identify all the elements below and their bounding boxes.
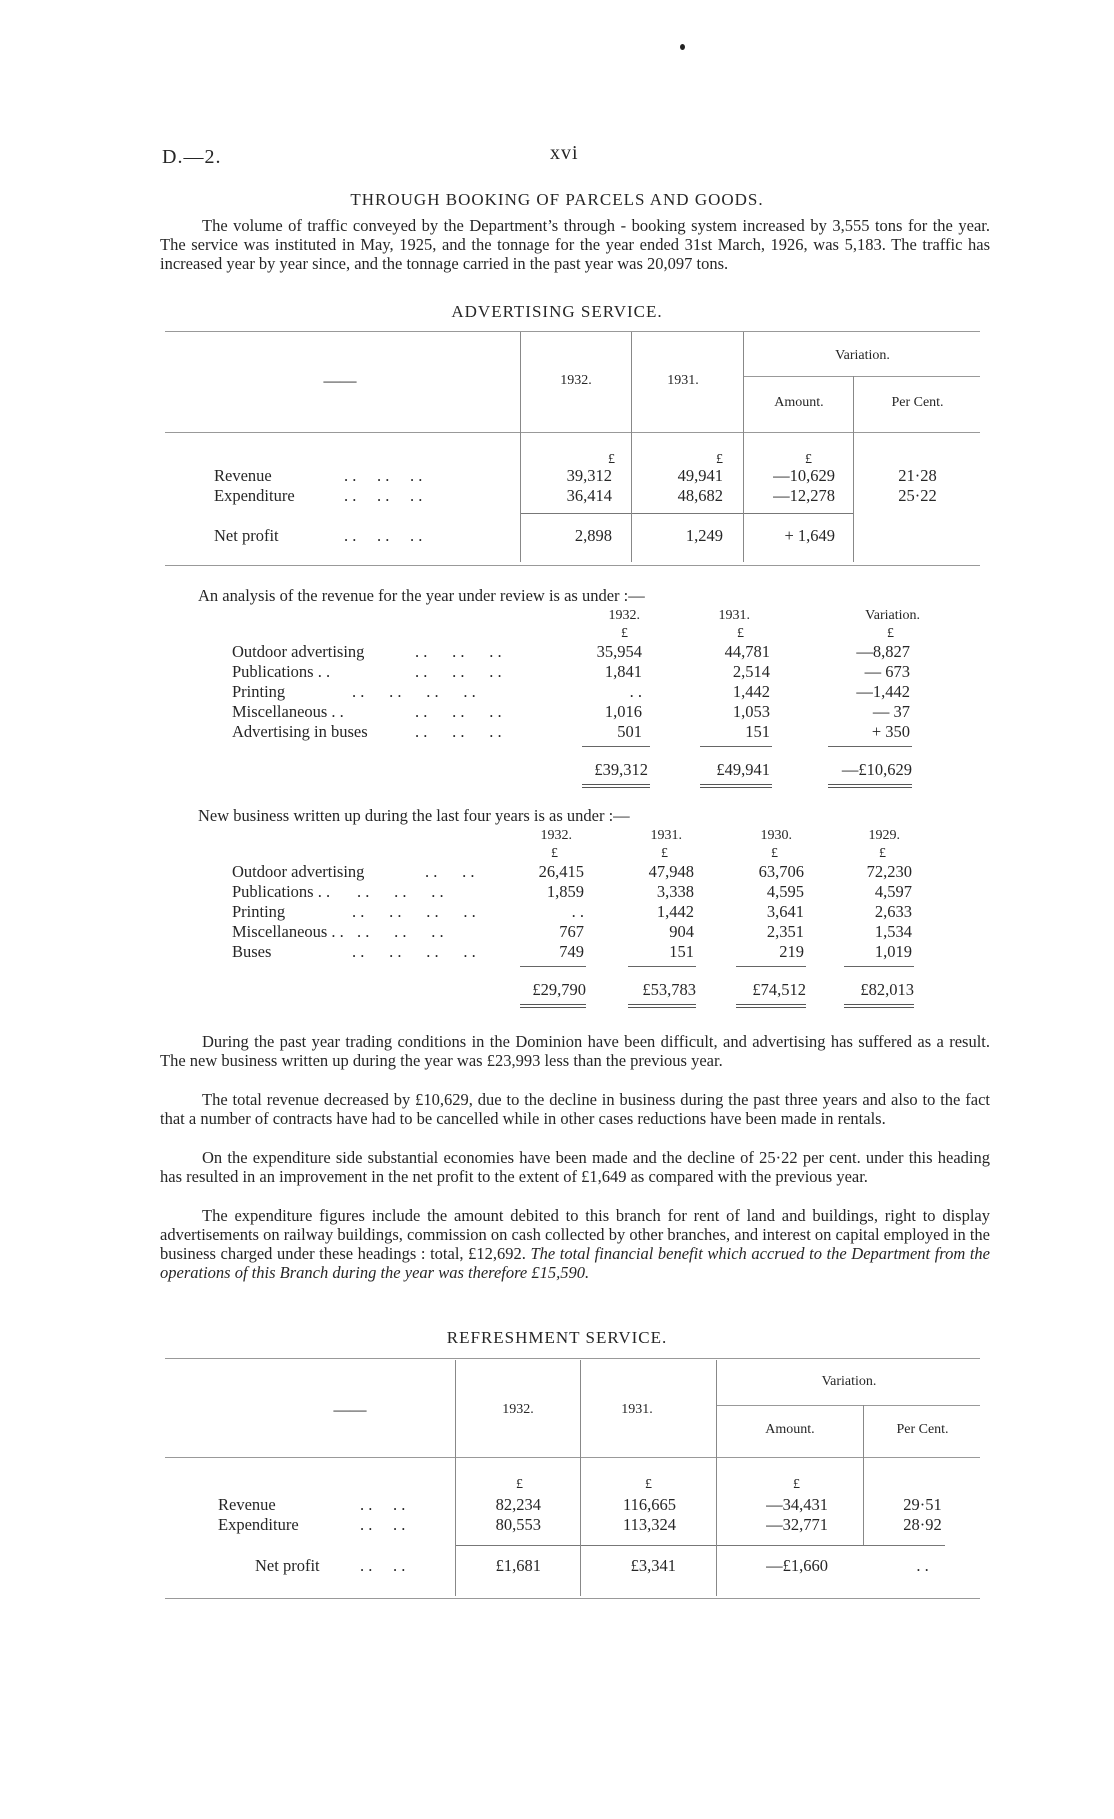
adv-net-1931: 1,249: [685, 526, 723, 545]
analysis-row-var: + 350: [871, 722, 910, 741]
analysis-row-var: — 673: [864, 662, 910, 681]
analysis-row-label: Publications . .: [232, 662, 331, 681]
advertising-para-3: On the expenditure side substantial economies have been made and the decline of 25·22 per cent. under this heading has resulted in an improvement in the net profit to the extent of £1,649 as compared with the previous year.: [160, 1148, 990, 1186]
analysis-row-1932: 1,841: [604, 662, 642, 681]
nb-cur-1931: £: [661, 846, 668, 861]
ref-row-label: Revenue: [218, 1495, 276, 1514]
adv-cur-1931: £: [716, 452, 723, 467]
analysis-row-leader: . . . . . . . .: [352, 682, 476, 701]
analysis-row-leader: . . . . . .: [415, 722, 502, 741]
analysis-row-1931: 44,781: [724, 642, 770, 661]
nb-row-1930: 3,641: [766, 902, 804, 921]
ref-col-amount: Amount.: [765, 1422, 815, 1437]
analysis-intro: An analysis of the revenue for the year under review is as under :—: [198, 586, 645, 605]
nb-row-1929: 2,633: [874, 902, 912, 921]
nb-row-leader: . . . . . .: [357, 882, 444, 901]
nb-total-1931: £53,783: [642, 980, 696, 999]
analysis-hvar: Variation.: [865, 608, 920, 623]
nb-total-1929: £82,013: [860, 980, 914, 999]
nb-row-1929: 1,534: [874, 922, 912, 941]
analysis-cur-var: £: [887, 626, 894, 641]
through-booking-title: THROUGH BOOKING OF PARCELS AND GOODS.: [350, 190, 764, 209]
analysis-h1931: 1931.: [718, 608, 750, 623]
para-4-italic-text: The total financial benefit which accrued to the Department from the operations of this Branch during the year was therefore £15,590.: [160, 1244, 990, 1282]
analysis-h1932: 1932.: [608, 608, 640, 623]
adv-col-percent: Per Cent.: [891, 395, 944, 410]
nb-row-1929: 72,230: [866, 862, 912, 881]
analysis-row-1932: . .: [629, 682, 642, 701]
nb-row-1932: 26,415: [538, 862, 584, 881]
ref-row-1931: 116,665: [622, 1495, 676, 1514]
analysis-row-label: Outdoor advertising: [232, 642, 365, 661]
ref-col-percent: Per Cent.: [896, 1422, 949, 1437]
analysis-row-1931: 1,053: [732, 702, 770, 721]
adv-net-label: Net profit: [214, 526, 279, 545]
through-booking-text: The volume of traffic conveyed by the Department’s through - booking system increased by 3,555 tons for the year. The service was instituted in May, 1925, and the tonnage for the year ended 31st March, 1926, was 5,183. The traffic has increased year by year since, and the tonnage carried in the past year was 20,097 tons.: [160, 216, 990, 273]
nb-cur-1930: £: [771, 846, 778, 861]
nb-row-1931: 1,442: [656, 902, 694, 921]
ref-net-1931: £3,341: [630, 1556, 676, 1575]
ref-row-percent: 28·92: [903, 1515, 942, 1534]
nb-row-1931: 47,948: [648, 862, 694, 881]
ref-cur-1931: £: [645, 1477, 652, 1492]
ref-net-leader: . . . .: [360, 1556, 406, 1575]
adv-row-1932: 36,414: [566, 486, 612, 505]
analysis-total-1931: £49,941: [716, 760, 770, 779]
nb-row-1931: 3,338: [656, 882, 694, 901]
analysis-row-1931: 2,514: [732, 662, 770, 681]
nb-row-label: Publications . .: [232, 882, 331, 901]
ref-net-percent: . .: [916, 1556, 929, 1575]
nb-row-label: Miscellaneous . .: [232, 922, 344, 941]
nb-h1932: 1932.: [540, 828, 572, 843]
nb-cur-1929: £: [879, 846, 886, 861]
nb-row-label: Outdoor advertising: [232, 862, 365, 881]
adv-col-1932: 1932.: [560, 373, 592, 388]
analysis-row-label: Printing: [232, 682, 286, 701]
adv-row-percent: 25·22: [898, 486, 937, 505]
advertising-title: ADVERTISING SERVICE.: [451, 302, 663, 321]
nb-row-1931: 904: [669, 922, 694, 941]
ref-row-amount: —34,431: [766, 1495, 828, 1514]
ref-col-variation: Variation.: [821, 1374, 877, 1389]
analysis-row-leader: . . . . . .: [415, 702, 502, 721]
ref-cur-amount: £: [793, 1477, 800, 1492]
analysis-total-1932: £39,312: [594, 760, 648, 779]
ref-row-1931: 113,324: [622, 1515, 676, 1534]
page-number: xvi: [550, 142, 579, 164]
ref-net-1932: £1,681: [495, 1556, 541, 1575]
nb-row-1930: 63,706: [758, 862, 804, 881]
adv-row-1931: 48,682: [677, 486, 723, 505]
analysis-row-var: —8,827: [856, 642, 910, 661]
nb-total-1932: £29,790: [532, 980, 586, 999]
nb-row-leader: . . . . . . . .: [352, 942, 476, 961]
ref-row-1932: 80,553: [495, 1515, 541, 1534]
adv-net-1932: 2,898: [574, 526, 612, 545]
adv-row-label: Revenue: [214, 466, 272, 485]
analysis-row-1932: 1,016: [604, 702, 642, 721]
adv-row-1932: 39,312: [566, 466, 612, 485]
nb-h1930: 1930.: [760, 828, 792, 843]
nb-row-1930: 219: [779, 942, 804, 961]
nb-row-leader: . . . .: [425, 862, 475, 881]
advertising-para-4: [160, 1206, 990, 1282]
nb-h1929: 1929.: [868, 828, 900, 843]
analysis-row-1931: 151: [745, 722, 770, 741]
nb-cur-1932: £: [551, 846, 558, 861]
advertising-para-1: During the past year trading conditions in the Dominion have been difficult, and advertising has suffered as a result. The new business written up during the year was £23,993 less than the previous year.: [160, 1032, 990, 1070]
ref-col-1932: 1932.: [502, 1402, 534, 1417]
adv-cur-amount: £: [805, 452, 812, 467]
advertising-para-2: The total revenue decreased by £10,629, due to the decline in business during the past three years and also to the fact that a number of contracts have had to be cancelled while in other cases reductions have been made in rentals.: [160, 1090, 990, 1128]
ref-row-leader: . . . .: [360, 1495, 406, 1514]
ref-net-amount: —£1,660: [766, 1556, 828, 1575]
nb-row-1929: 1,019: [874, 942, 912, 961]
nb-row-1931: 151: [669, 942, 694, 961]
analysis-row-label: Miscellaneous . .: [232, 702, 344, 721]
para-4-text: The expenditure figures include the amount debited to this branch for rent of land and buildings, right to display advertisements on railway buildings, commission on cash collected by other branches, and interest on capital employed in the business charged under these headings : total, £12,692.: [160, 1206, 990, 1263]
refreshment-title: REFRESHMENT SERVICE.: [446, 1328, 668, 1347]
adv-row-amount: —10,629: [773, 466, 835, 485]
adv-row-1931: 49,941: [677, 466, 723, 485]
ref-col-1931: 1931.: [621, 1402, 653, 1417]
ref-net-label: Net profit: [255, 1556, 320, 1575]
ref-row-percent: 29·51: [903, 1495, 942, 1514]
bullet-mark: [680, 44, 685, 50]
nb-row-leader: . . . . . .: [357, 922, 444, 941]
adv-cur-1932: £: [608, 452, 615, 467]
nb-row-1932: 749: [559, 942, 584, 961]
nb-row-1932: 1,859: [546, 882, 584, 901]
nb-row-label: Printing: [232, 902, 286, 921]
ref-row-amount: —32,771: [766, 1515, 828, 1534]
analysis-row-label: Advertising in buses: [232, 722, 368, 741]
analysis-row-var: —1,442: [856, 682, 910, 701]
nb-row-1930: 2,351: [766, 922, 804, 941]
ref-row-label: Expenditure: [218, 1515, 299, 1534]
nb-total-1930: £74,512: [752, 980, 806, 999]
analysis-cur-1931: £: [737, 626, 744, 641]
adv-row-label: Expenditure: [214, 486, 295, 505]
analysis-row-1931: 1,442: [732, 682, 770, 701]
nb-row-1932: . .: [571, 902, 584, 921]
nb-row-1929: 4,597: [874, 882, 912, 901]
analysis-row-leader: . . . . . .: [415, 662, 502, 681]
analysis-total-var: —£10,629: [841, 760, 912, 779]
ref-cur-1932: £: [516, 1477, 523, 1492]
adv-net-leader: . . . . . .: [344, 526, 423, 545]
adv-row-leader: . . . . . .: [344, 466, 423, 485]
nb-row-1930: 4,595: [766, 882, 804, 901]
nb-h1931: 1931.: [650, 828, 682, 843]
new-business-intro: New business written up during the last four years is as under :—: [198, 806, 630, 825]
analysis-row-1932: 35,954: [596, 642, 642, 661]
analysis-row-1932: 501: [617, 722, 642, 741]
adv-col-amount: Amount.: [774, 395, 824, 410]
ref-row-leader: . . . .: [360, 1515, 406, 1534]
analysis-row-leader: . . . . . .: [415, 642, 502, 661]
adv-col-variation: Variation.: [835, 348, 890, 363]
page-reference: D.—2.: [162, 146, 222, 168]
adv-row-leader: . . . . . .: [344, 486, 423, 505]
analysis-cur-1932: £: [621, 626, 628, 641]
adv-row-amount: —12,278: [773, 486, 835, 505]
ref-row-1932: 82,234: [495, 1495, 541, 1514]
adv-col-blank: ——: [323, 371, 357, 390]
ref-col-blank: ——: [333, 1400, 367, 1419]
nb-row-leader: . . . . . . . .: [352, 902, 476, 921]
adv-row-percent: 21·28: [898, 466, 937, 485]
nb-row-label: Buses: [232, 942, 272, 961]
analysis-row-var: — 37: [872, 702, 910, 721]
adv-col-1931: 1931.: [667, 373, 699, 388]
nb-row-1932: 767: [559, 922, 584, 941]
adv-net-amount: + 1,649: [784, 526, 835, 545]
